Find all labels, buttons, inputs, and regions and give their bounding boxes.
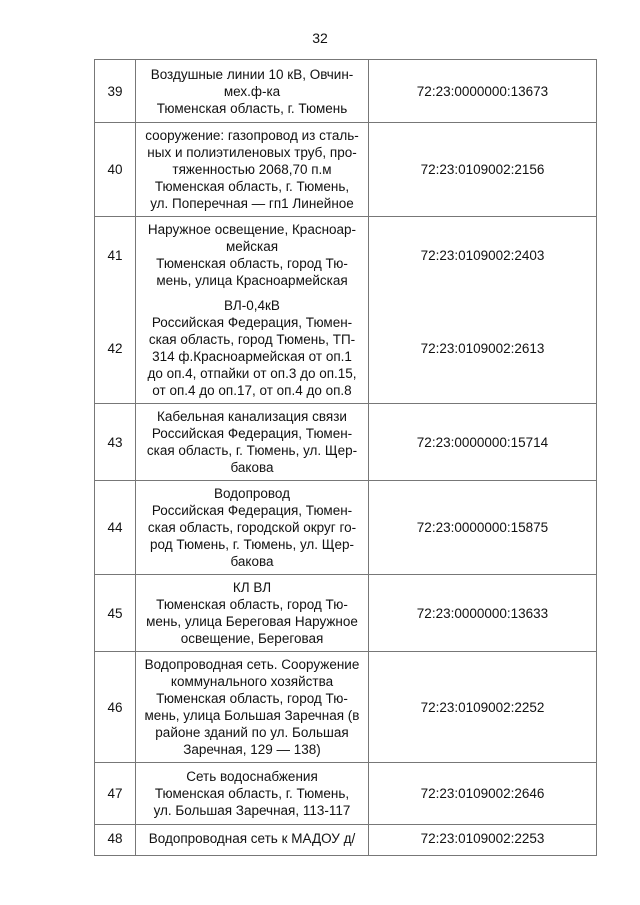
- object-description: [136, 825, 369, 856]
- cadastral-number: 72:23:0109002:2253: [369, 825, 597, 856]
- object-description: [136, 763, 369, 825]
- cadastral-number: 72:23:0109002:2403: [369, 217, 597, 294]
- description-line: Сеть водоснабжения: [186, 769, 318, 784]
- cadastral-number: 72:23:0109002:2646: [369, 763, 597, 825]
- description-line: КЛ ВЛ: [232, 580, 272, 595]
- description-line: Воздушные линии 10 кВ, Овчин-: [150, 66, 354, 82]
- description-line: мейская: [225, 239, 279, 254]
- description-line: Наружное освещение, Красноар-: [147, 222, 357, 237]
- description-line: мень, улица Красноармейская: [156, 273, 348, 288]
- row-number: 45: [95, 575, 136, 652]
- row-number: 46: [95, 652, 136, 763]
- row-number: 44: [95, 481, 136, 575]
- description-line: Тюменская область, г. Тюмень: [156, 100, 348, 116]
- object-description: [136, 217, 369, 294]
- description-line: бакова: [230, 554, 274, 569]
- table-row: [95, 825, 597, 856]
- description-line: Тюменская область, город Тю-: [156, 256, 348, 271]
- description-line: Тюменская область, город Тю-: [156, 597, 348, 612]
- description-line: Водопроводная сеть к МАДОУ д/: [148, 831, 356, 846]
- row-number: 41: [95, 217, 136, 294]
- description-line: освещение, Береговая: [180, 631, 324, 646]
- object-description: [136, 60, 369, 123]
- row-number: 39: [95, 60, 136, 123]
- cadastral-number: 72:23:0000000:13633: [369, 575, 597, 652]
- object-description: [136, 652, 369, 763]
- description-line: Водопроводная сеть. Сооружение: [144, 657, 360, 672]
- table-row: [95, 60, 597, 123]
- description-line: Тюменская область, город Тю-: [156, 691, 348, 706]
- row-number: 48: [95, 825, 136, 856]
- description-line: ул. Большая Заречная, 113-117: [153, 803, 351, 818]
- row-number: 40: [95, 123, 136, 217]
- row-number: 43: [95, 404, 136, 481]
- description-line: Российская Федерация, Тюмен-: [151, 315, 353, 330]
- description-line: мень, улица Большая Заречная (в: [144, 708, 360, 723]
- table-row: [95, 652, 597, 763]
- description-line: Российская Федерация, Тюмен-: [151, 426, 353, 441]
- description-line: коммунального хозяйства: [170, 674, 334, 689]
- description-line: Тюменская область, г. Тюмень,: [154, 179, 350, 194]
- description-line: Водопровод: [213, 486, 291, 501]
- description-line: ных и полиэтиленовых труб, про-: [147, 145, 357, 160]
- description-line: ская область, город Тюмень, ТП-: [148, 332, 356, 347]
- object-description: [136, 293, 369, 404]
- description-line: Заречная, 129 — 138): [183, 742, 321, 757]
- table-row: [95, 217, 597, 294]
- description-line: ская область, городской округ го-: [147, 520, 357, 535]
- description-line: ская область, г. Тюмень, ул. Щер-: [146, 443, 358, 458]
- row-number: 42: [95, 293, 136, 404]
- description-line: тяженностью 2068,70 п.м: [172, 162, 332, 177]
- object-description: [136, 575, 369, 652]
- description-line: 314 ф.Красноармейская от оп.1: [152, 349, 352, 364]
- description-line: ул. Поперечная — гп1 Линейное: [150, 196, 354, 211]
- description-line: Кабельная канализация связи: [157, 409, 347, 424]
- description-line: бакова: [230, 460, 274, 475]
- cadastral-number: 72:23:0109002:2252: [369, 652, 597, 763]
- page-number: 32: [312, 30, 328, 46]
- row-number: 47: [95, 763, 136, 825]
- cadastral-number: 72:23:0109002:2613: [369, 293, 597, 404]
- description-line: Тюменская область, г. Тюмень,: [154, 786, 350, 801]
- description-line: до оп.4, отпайки от оп.3 до оп.15,: [147, 366, 357, 381]
- table-row: [95, 575, 597, 652]
- description-line: мень, улица Береговая Наружное: [146, 614, 358, 629]
- cadastral-number: 72:23:0000000:15714: [369, 404, 597, 481]
- description-line: ВЛ-0,4кВ: [224, 298, 280, 313]
- description-line: сооружение: газопровод из сталь-: [145, 128, 359, 143]
- cadastral-number: 72:23:0109002:2156: [369, 123, 597, 217]
- cadastral-number: 72:23:0000000:15875: [369, 481, 597, 575]
- object-description: [136, 481, 369, 575]
- description-line: род Тюмень, г. Тюмень, ул. Щер-: [150, 537, 354, 552]
- table-row: [95, 293, 597, 404]
- cadastral-number: 72:23:0000000:13673: [369, 60, 597, 123]
- table-row: [95, 123, 597, 217]
- description-line: от оп.4 до оп.17, от оп.4 до оп.8: [152, 383, 352, 398]
- description-line: районе зданий по ул. Большая: [155, 725, 349, 740]
- registry-table: [94, 59, 597, 856]
- description-line: Российская Федерация, Тюмен-: [151, 503, 353, 518]
- table-row: [95, 763, 597, 825]
- table-row: [95, 404, 597, 481]
- table-row: [95, 481, 597, 575]
- object-description: [136, 404, 369, 481]
- object-description: [136, 123, 369, 217]
- description-line: мех.ф-ка: [223, 83, 281, 99]
